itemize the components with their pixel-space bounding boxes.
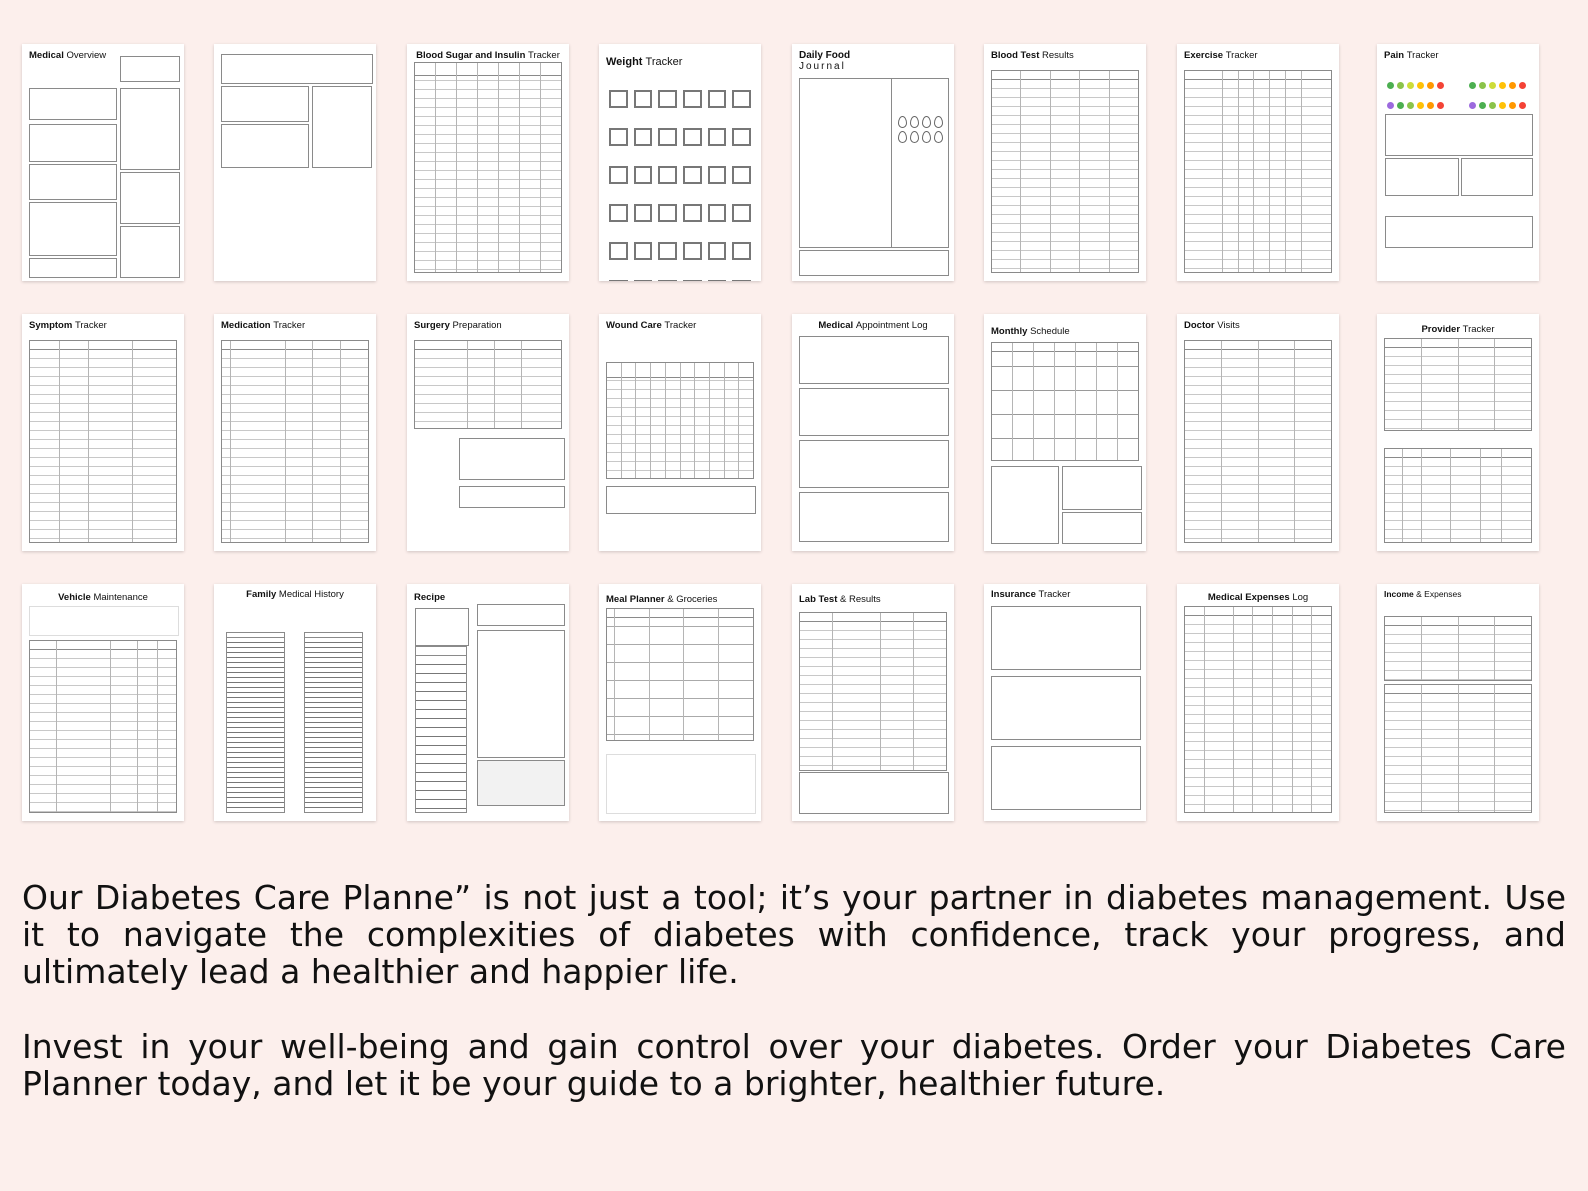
- page-meal-planner-groceries: [599, 584, 761, 821]
- page-title: Symptom Tracker: [29, 320, 107, 331]
- page-symptom-tracker: [22, 314, 184, 551]
- page-medical-overview: [22, 44, 184, 281]
- page-title: Provider Tracker: [1421, 324, 1495, 335]
- page-title: Blood Test Results: [991, 50, 1074, 61]
- page-monthly-schedule: [984, 314, 1146, 551]
- page-title: Medication Tracker: [221, 320, 306, 331]
- page-recipe: [407, 584, 569, 821]
- description-paragraph-1: Our Diabetes Care Planne” is not just a tool; it’s your partner in diabetes management. Use it to navigate the complexities of diabetes with confidence, track your progress, and ultimately lead a healthier and happier life.: [22, 878, 1566, 991]
- page-title: Pain Tracker: [1384, 50, 1439, 61]
- page-title: Vehicle Maintenance: [58, 592, 148, 603]
- page-wound-care-tracker: [599, 314, 761, 551]
- page-title: Medical Overview: [29, 50, 107, 61]
- description-paragraph-2: Invest in your well-being and gain control over your diabetes. Order your Diabetes Care Planner today, and let it be your guide to a brighter, healthier future.: [22, 1027, 1566, 1103]
- page-title: Surgery Preparation: [414, 320, 502, 331]
- page-medication-tracker: [214, 314, 376, 551]
- page-daily-food-journal: [792, 44, 954, 281]
- page-medical-appointment-log: [792, 314, 954, 551]
- page-family-medical-history: [214, 584, 376, 821]
- page-title: Blood Sugar and Insulin Tracker: [416, 50, 560, 61]
- page-pain-tracker: [1377, 44, 1539, 281]
- page-blood-sugar-insulin: [407, 44, 569, 281]
- page-title: Wound Care Tracker: [606, 320, 697, 331]
- page-title: Meal Planner & Groceries: [606, 594, 718, 605]
- page-title: Family Medical History: [246, 589, 344, 600]
- page-provider-tracker: [1377, 314, 1539, 551]
- page-exercise-tracker: [1177, 44, 1339, 281]
- page-title: Recipe: [414, 592, 446, 603]
- page-title: Income & Expenses: [1384, 589, 1462, 599]
- page-income-expenses: [1377, 584, 1539, 821]
- page-title: Doctor Visits: [1184, 320, 1240, 331]
- page-lab-test-results: [792, 584, 954, 821]
- page-insurance-tracker: [984, 584, 1146, 821]
- page-title: Exercise Tracker: [1184, 50, 1258, 61]
- page-title: Weight Tracker: [606, 56, 683, 68]
- planner-pages-grid: [22, 44, 1566, 830]
- page-medical-expenses-log: [1177, 584, 1339, 821]
- page-title: Daily Food Journal: [799, 50, 851, 72]
- page-title: Monthly Schedule: [991, 326, 1070, 337]
- page-treatment-notes: [214, 44, 376, 281]
- page-title: Medical Appointment Log: [818, 320, 928, 331]
- page-title: Insurance Tracker: [991, 589, 1071, 600]
- page-weight-tracker: [599, 44, 761, 281]
- page-title: Medical Expenses Log: [1207, 592, 1309, 603]
- page-blood-test-results: [984, 44, 1146, 281]
- page-doctor-visits: [1177, 314, 1339, 551]
- page-surgery-preparation: [407, 314, 569, 551]
- page-vehicle-maintenance: [22, 584, 184, 821]
- page-title: Lab Test & Results: [799, 594, 881, 605]
